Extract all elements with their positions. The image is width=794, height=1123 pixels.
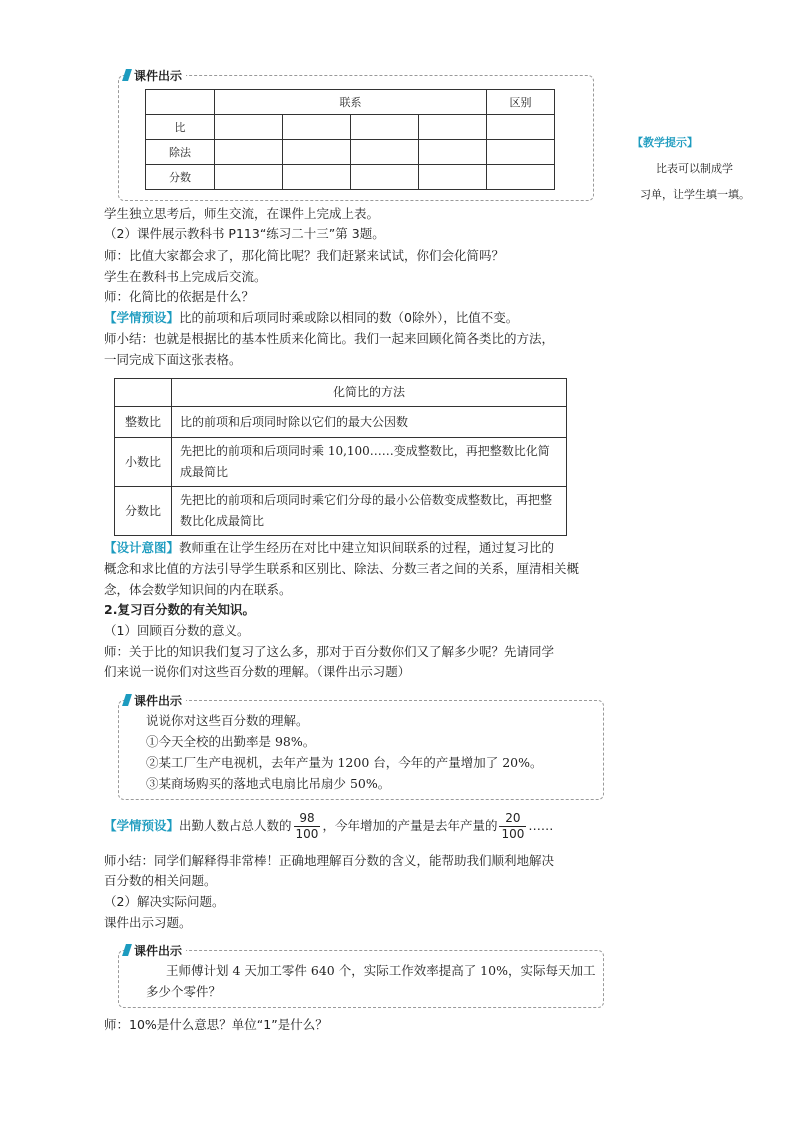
row-label-decimal: 小数比 (115, 438, 172, 487)
side-note-title: 【教学提示】 (632, 136, 698, 149)
section-heading: 2.复习百分数的有关知识。 (104, 602, 255, 617)
paragraph: 学生在教科书上完成后交流。 (104, 269, 267, 284)
row-label-division: 除法 (146, 140, 215, 165)
table-cell (283, 115, 351, 140)
side-note-line1: 比表可以制成学 (656, 162, 733, 175)
row-label-integer: 整数比 (115, 407, 172, 438)
paragraph: 师小结：也就是根据比的基本性质来化简比。我们一起来回顾化简各类比的方法， (104, 331, 555, 346)
paragraph: 们来说一说你们对这些百分数的理解。（课件出示习题） (104, 664, 411, 679)
table-cell (351, 165, 419, 190)
paragraph: 师：10%是什么意思？单位“1”是什么？ (104, 1017, 328, 1032)
comparison-table (145, 89, 555, 190)
table-cell (419, 115, 487, 140)
fraction-98-100: $\frac{98}{100}$ (295, 811, 319, 841)
paragraph: 课件出示习题。 (104, 915, 192, 930)
paragraph: 念，体会数学知识间的内在联系。 (104, 582, 292, 597)
method-integer: 比的前项和后项同时除以它们的最大公因数 (172, 407, 567, 438)
method-decimal: 先把比的前项和后项同时乘 10,100……变成整数比，再把整数比化简成最简比 (172, 438, 567, 487)
table-cell (215, 115, 283, 140)
table-corner (146, 90, 215, 115)
table-cell (351, 115, 419, 140)
paragraph: （2）课件展示教科书 P113“练习二十三”第 3题。 (104, 226, 385, 241)
paragraph: 师：化简比的依据是什么？ (104, 289, 255, 304)
box3-line: 王师傅计划 4 天加工零件 640 个，实际工作效率提高了 10%，实际每天加工 (166, 963, 596, 978)
row-label-ratio: 比 (146, 115, 215, 140)
label-bar-icon (122, 694, 132, 706)
paragraph: （2）解决实际问题。 (104, 894, 225, 909)
side-note-line2: 习单，让学生填一填。 (640, 188, 750, 201)
paragraph: 概念和求比值的方法引导学生联系和区别比、除法、分数三者之间的关系，厘清相关概 (104, 561, 580, 576)
label-bar-icon (122, 69, 132, 81)
header-link: 联系 (215, 90, 487, 115)
box2-line: ①今天全校的出勤率是 98%。 (146, 734, 316, 749)
paragraph: 百分数的相关问题。 (104, 873, 217, 888)
box2-line: ②某工厂生产电视机，去年产量为 1200 台，今年的产量增加了 20%。 (146, 755, 543, 770)
paragraph: 师：比值大家都会求了，那化简比呢？我们赶紧来试试，你们会化简吗？ (104, 248, 505, 263)
table-cell (351, 140, 419, 165)
courseware-label-1: 课件出示 (124, 67, 186, 84)
label-bar-icon (122, 944, 132, 956)
tag-design: 【设计意图】 (104, 540, 180, 555)
paragraph: 师：关于比的知识我们复习了这么多，那对于百分数你们又了解多少呢？先请同学 (104, 644, 555, 659)
box2-line: 说说你对这些百分数的理解。 (146, 713, 309, 728)
paragraph: （1）回顾百分数的意义。 (104, 623, 250, 638)
paragraph: 一同完成下面这张表格。 (104, 352, 242, 367)
tag-preset: 【学情预设】 (104, 310, 180, 325)
header-diff: 区别 (487, 90, 555, 115)
paragraph-design: 【设计意图】教师重在让学生经历在对比中建立知识间联系的过程，通过复习比的 (104, 540, 555, 555)
tag-preset: 【学情预设】 (104, 818, 180, 833)
table-cell (419, 165, 487, 190)
paragraph: 学生独立思考后，师生交流，在课件上完成上表。 (104, 206, 380, 221)
paragraph-preset: 【学情预设】比的前项和后项同时乘或除以相同的数（0除外），比值不变。 (104, 310, 519, 325)
table-cell (487, 140, 555, 165)
simplify-method-table (114, 378, 567, 536)
method-fraction: 先把比的前项和后项同时乘它们分母的最小公倍数变成整数比，再把整数比化成最简比 (172, 487, 567, 536)
table-cell (215, 140, 283, 165)
courseware-label-3: 课件出示 (124, 942, 186, 959)
table-cell (487, 165, 555, 190)
fraction-20-100: $\frac{20}{100}$ (501, 811, 525, 841)
table-cell (283, 140, 351, 165)
paragraph: 师小结：同学们解释得非常棒！正确地理解百分数的含义，能帮助我们顺利地解决 (104, 853, 555, 868)
table-cell (487, 115, 555, 140)
table-cell (419, 140, 487, 165)
table-corner (115, 379, 172, 407)
paragraph-preset-fraction: 【学情预设】出勤人数占总人数的 $\frac{98}{100}$ ，今年增加的产量是去年产量的 $\frac{20}{100}$ …… (104, 811, 554, 841)
table-cell (283, 165, 351, 190)
box3-line: 多少个零件？ (146, 984, 222, 999)
method-header: 化简比的方法 (172, 379, 567, 407)
courseware-label-2: 课件出示 (124, 692, 186, 709)
table-cell (215, 165, 283, 190)
row-label-fraction: 分数 (146, 165, 215, 190)
box2-line: ③某商场购买的落地式电扇比吊扇少 50%。 (146, 776, 391, 791)
row-label-fraction: 分数比 (115, 487, 172, 536)
